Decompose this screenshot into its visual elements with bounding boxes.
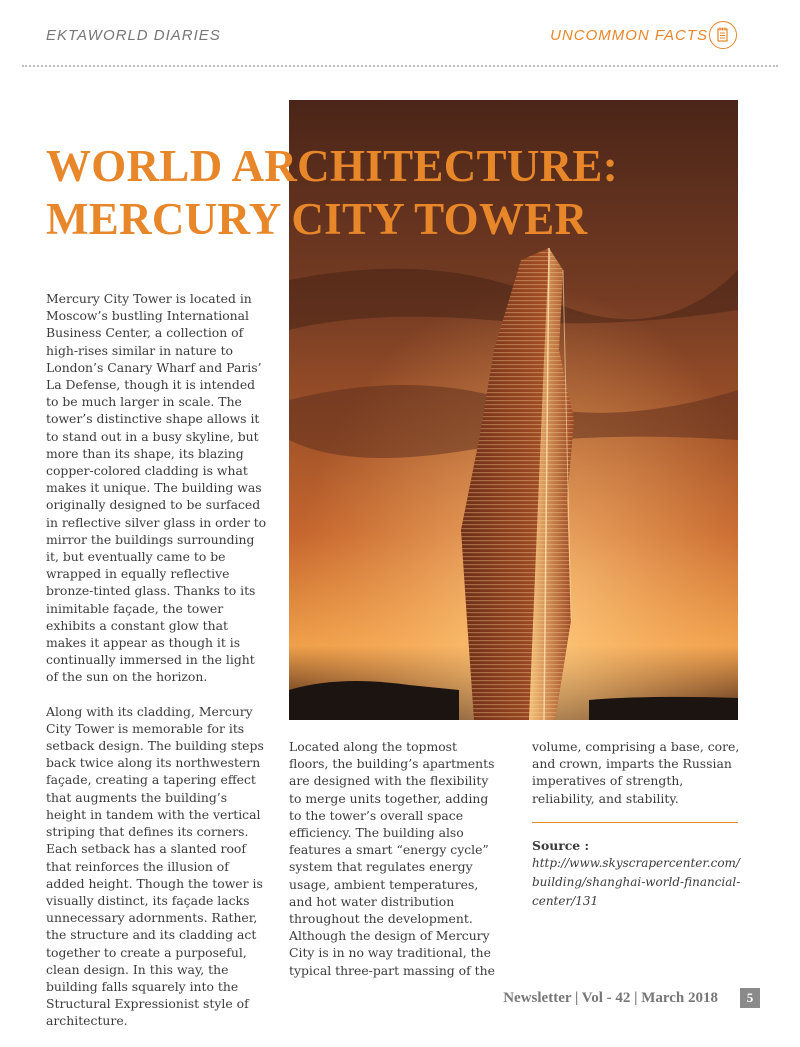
section-label: UNCOMMON FACTS	[550, 27, 708, 44]
source-divider	[532, 822, 738, 823]
paragraph-1: Mercury City Tower is located in Moscow’s bustling International Business Center, a collection of high-rises similar in nature to London’s Canary Wharf and Paris’ La Defense, though it is intended to be much larger in scale. The tower’s distinctive shape allows it to stand out in a busy skyline, but more than its shape, its blazing copper-colored cladding is what makes it unique. The building was originally designed to be surfaced in reflective silver glass in order to mirror the buildings surrounding it, but eventually came to be wrapped in equally reflective bronze-tinted glass. Thanks to its inimitable façade, the tower exhibits a constant glow that makes it appear as though it is continually immersed in the light of the sun on the horizon.	[46, 291, 267, 685]
body-column-3	[532, 738, 742, 824]
header-divider	[22, 65, 778, 67]
title-line-1: WORLD ARCHITECTURE:	[46, 141, 619, 191]
source-label: Source :	[532, 838, 590, 853]
body-column-2	[289, 738, 499, 996]
page-title	[46, 140, 618, 246]
body-column-1	[46, 290, 268, 1047]
publication-name: EKTAWORLD DIARIES	[46, 27, 221, 44]
paragraph-4: volume, comprising a base, core, and crown, imparts the Russian imperatives of strength, reliability, and stability.	[532, 739, 740, 806]
paragraph-2: Along with its cladding, Mercury City Tower is memorable for its setback design. The building steps back twice along its northwestern façade, creating a tapering effect that augments the building’s height in tandem with the vertical striping that defines its corners. Each setback has a slanted roof that reinforces the illusion of added height. Though the tower is visually distinct, its façade lacks unnecessary adornments. Rather, the structure and its cladding act together to create a purposeful, clean design. In this way, the building falls squarely into the Structural Expressionist style of architecture.	[46, 703, 264, 1029]
source-link[interactable]: http://www.skyscrapercenter.com/building/shanghai-world-financial-center/131	[532, 856, 741, 908]
footer-issue-info: Newsletter | Vol - 42 | March 2018	[503, 990, 718, 1006]
notepad-icon	[709, 21, 737, 49]
page-number-badge: 5	[740, 988, 760, 1008]
title-line-2: MERCURY CITY TOWER	[46, 194, 588, 244]
paragraph-3: Located along the topmost floors, the building’s apartments are designed with the flexibility to merge units together, adding to the tower’s overall space efficiency. The building also features a smart “energy cycle” system that regulates energy usage, ambient temperatures, and hot water distribution throughout the development. Although the design of Mercury City is in no way traditional, the typical three-part massing of the	[289, 739, 495, 978]
